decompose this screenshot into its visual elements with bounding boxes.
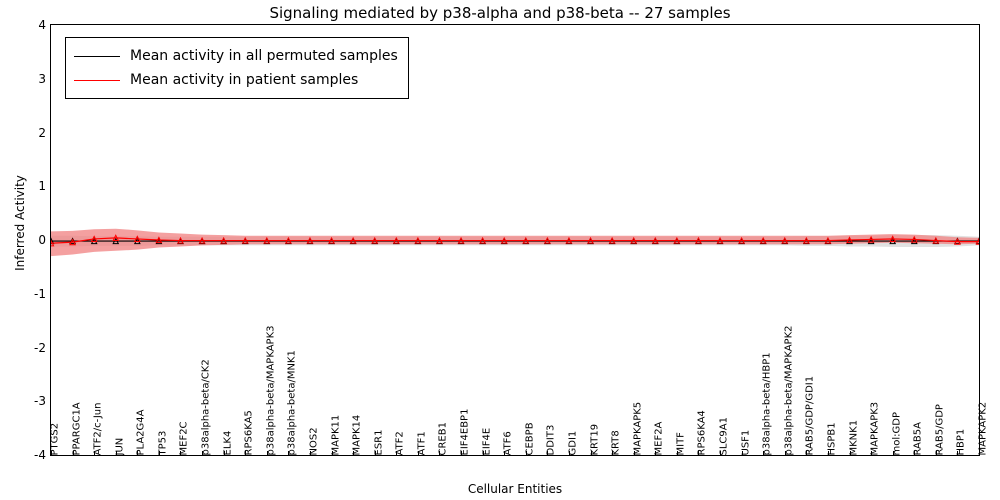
x-tick-label: RPS6KA4 — [696, 410, 708, 456]
x-tick-label: HBP1 — [955, 428, 967, 456]
y-tick-label: 2 — [38, 125, 46, 140]
x-tick-label: CEBPB — [524, 422, 536, 456]
y-tick-label: 4 — [38, 18, 46, 32]
x-tick-label: MKNK1 — [848, 419, 859, 456]
x-tick-label: JUN — [114, 437, 126, 456]
x-tick-label: MAPK14 — [351, 414, 363, 456]
x-tick-label: ATF1 — [416, 431, 428, 456]
x-tick-label: CREB1 — [437, 422, 449, 456]
legend-item-patient — [74, 68, 398, 92]
y-axis-label: Inferred Activity — [13, 175, 27, 271]
x-tick-label: mol:GDP — [891, 412, 903, 456]
y-tick-label: 3 — [38, 71, 46, 86]
x-tick-label: p38alpha-beta/MNK1 — [286, 350, 298, 456]
x-tick-label: NOS2 — [308, 427, 320, 456]
x-tick-label: PPARGC1A — [71, 402, 83, 456]
plot-area — [50, 24, 980, 456]
y-tick-label: -2 — [34, 340, 46, 355]
x-tick-label: DDIT3 — [545, 424, 557, 456]
x-tick-label: RPS6KA5 — [243, 410, 255, 456]
x-tick-label: MEF2C — [178, 421, 190, 456]
x-tick-label: PLA2G4A — [135, 409, 147, 456]
x-tick-label: p38alpha-beta/HBP1 — [761, 352, 773, 456]
x-tick-label: EIF4EBP1 — [459, 408, 471, 456]
legend-label-permuted: Mean activity in all permuted samples — [130, 48, 398, 64]
x-tick-label: p38alpha-beta/CK2 — [200, 359, 212, 456]
x-tick-label: RAB5/GDP — [934, 404, 946, 456]
chart-title: Signaling mediated by p38-alpha and p38-beta -- 27 samples — [269, 4, 731, 22]
x-tick-label: RAB5/GDP/GDI1 — [804, 375, 816, 456]
x-tick-label: USF1 — [740, 429, 752, 456]
legend — [65, 37, 409, 99]
x-tick-label: PTGS2 — [49, 422, 61, 456]
x-tick-label: KRT8 — [610, 430, 622, 456]
x-tick-label: p38alpha-beta/MAPKAPK2 — [783, 325, 795, 456]
x-tick-label: ATF2 — [394, 431, 406, 456]
legend-swatch-permuted — [74, 56, 120, 57]
x-tick-label: KRT19 — [589, 423, 601, 456]
x-tick-label: MAPKAPK5 — [632, 401, 644, 456]
x-tick-label: MAPK11 — [330, 414, 342, 456]
x-tick-label: GDI1 — [567, 430, 579, 456]
x-axis-label: Cellular Entities — [467, 482, 563, 496]
y-tick-label: -4 — [34, 448, 46, 462]
x-tick-label: MAPKAPK3 — [869, 401, 881, 456]
x-tick-label: RAB5A — [912, 422, 924, 456]
x-tick-label: EIF4E — [481, 427, 493, 456]
x-tick-label: TP53 — [157, 430, 169, 456]
y-tick-label: 0 — [38, 233, 46, 247]
x-tick-label: HSPB1 — [826, 422, 838, 456]
y-tick-label: 1 — [38, 179, 46, 194]
x-tick-label: p38alpha-beta/MAPKAPK3 — [265, 325, 277, 456]
x-tick-label: MITF — [675, 432, 687, 456]
legend-label-patient: Mean activity in patient samples — [130, 72, 359, 88]
x-tick-label: SLC9A1 — [718, 417, 730, 456]
x-tick-label: MAPKAPK2 — [977, 401, 989, 456]
y-tick-label: -3 — [34, 394, 46, 409]
x-tick-label: ELK4 — [222, 430, 234, 456]
legend-item-permuted — [74, 44, 398, 68]
confidence-band — [51, 229, 979, 256]
x-tick-label: ESR1 — [373, 429, 385, 456]
legend-swatch-patient — [74, 80, 120, 81]
y-tick-label: -1 — [34, 286, 46, 301]
x-tick-label: ATF6 — [502, 431, 514, 456]
x-tick-label: ATF2/c-Jun — [92, 402, 104, 456]
x-tick-label: MEF2A — [653, 421, 665, 456]
